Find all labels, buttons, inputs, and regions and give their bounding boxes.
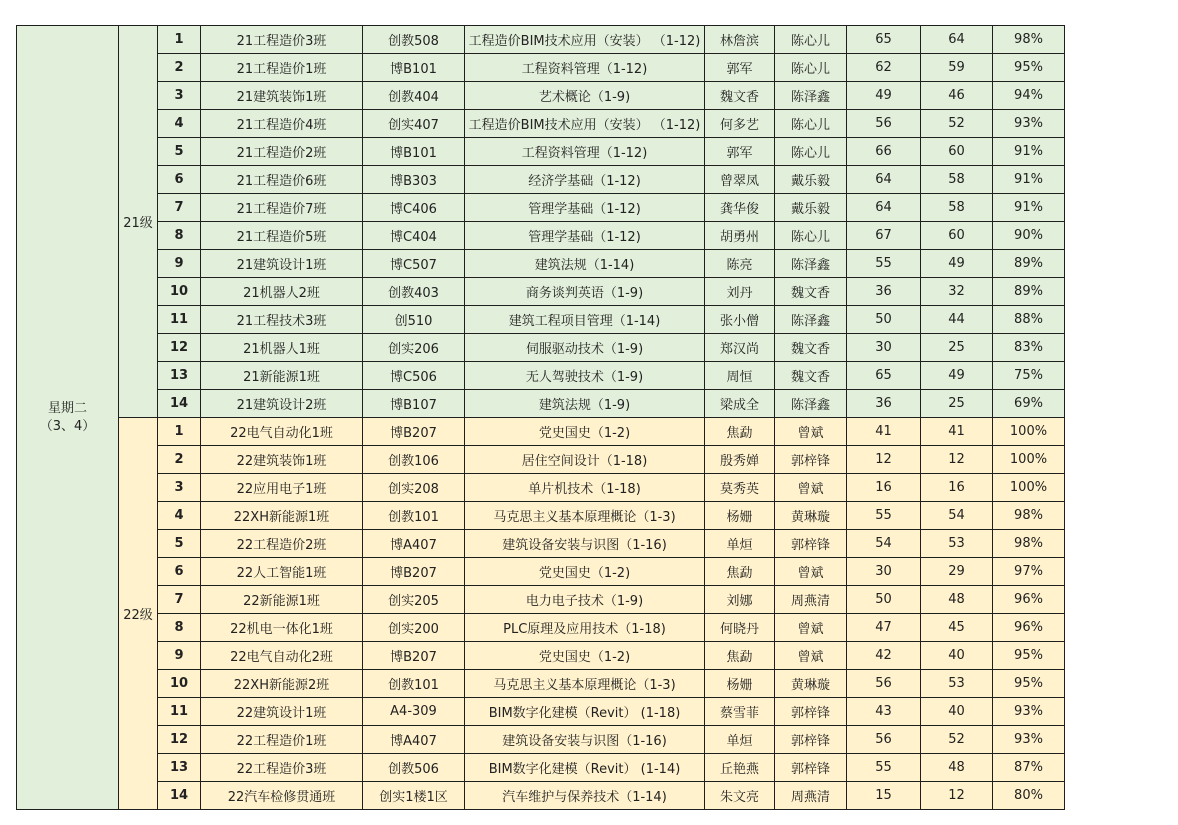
cell-course: 马克思主义基本原理概论（1-3) <box>465 670 705 698</box>
cell-rate: 87% <box>993 754 1065 782</box>
cell-class: 22工程造价1班 <box>201 726 363 754</box>
cell-room: 博C506 <box>363 362 465 390</box>
cell-present: 53 <box>921 670 993 698</box>
cell-teacher: 杨姗 <box>705 502 775 530</box>
cell-room: 博C406 <box>363 194 465 222</box>
cell-rate: 89% <box>993 250 1065 278</box>
cell-rate: 93% <box>993 726 1065 754</box>
cell-class: 21建筑装饰1班 <box>201 82 363 110</box>
cell-rate: 88% <box>993 306 1065 334</box>
cell-teacher: 林詹滨 <box>705 26 775 54</box>
cell-teacher: 胡勇州 <box>705 222 775 250</box>
grade-cell: 22级 <box>119 418 158 810</box>
cell-index: 1 <box>158 418 201 446</box>
cell-present: 60 <box>921 138 993 166</box>
cell-counselor: 陈心儿 <box>775 26 847 54</box>
cell-counselor: 郭梓锋 <box>775 698 847 726</box>
cell-rate: 91% <box>993 166 1065 194</box>
table-row <box>17 418 1141 446</box>
cell-class: 22新能源1班 <box>201 586 363 614</box>
cell-room: 创教101 <box>363 670 465 698</box>
cell-room: 博C404 <box>363 222 465 250</box>
cell-rate: 69% <box>993 390 1065 418</box>
cell-teacher: 郭军 <box>705 54 775 82</box>
cell-room: 创教404 <box>363 82 465 110</box>
cell-class: 21新能源1班 <box>201 362 363 390</box>
cell-course: 党史国史（1-2) <box>465 418 705 446</box>
cell-class: 21工程造价3班 <box>201 26 363 54</box>
cell-room: 创510 <box>363 306 465 334</box>
cell-counselor: 郭梓锋 <box>775 726 847 754</box>
cell-index: 11 <box>158 306 201 334</box>
cell-rate: 91% <box>993 194 1065 222</box>
cell-index: 9 <box>158 642 201 670</box>
cell-course: 无人驾驶技术（1-9) <box>465 362 705 390</box>
cell-rate: 98% <box>993 26 1065 54</box>
table-row <box>17 82 1141 110</box>
cell-room: 博B303 <box>363 166 465 194</box>
cell-expected: 67 <box>847 222 921 250</box>
cell-counselor: 陈泽鑫 <box>775 250 847 278</box>
cell-expected: 30 <box>847 558 921 586</box>
cell-rate: 98% <box>993 530 1065 558</box>
table-row <box>17 138 1141 166</box>
cell-index: 13 <box>158 362 201 390</box>
cell-room: 博A407 <box>363 530 465 558</box>
cell-rate: 95% <box>993 670 1065 698</box>
table-row <box>17 642 1141 670</box>
cell-counselor: 陈心儿 <box>775 138 847 166</box>
cell-expected: 49 <box>847 82 921 110</box>
cell-expected: 41 <box>847 418 921 446</box>
cell-present: 25 <box>921 390 993 418</box>
cell-class: 21工程技术3班 <box>201 306 363 334</box>
cell-present: 48 <box>921 754 993 782</box>
cell-index: 2 <box>158 54 201 82</box>
attendance-table <box>16 25 1141 810</box>
cell-room: 创实200 <box>363 614 465 642</box>
cell-rate: 96% <box>993 614 1065 642</box>
cell-teacher: 单烜 <box>705 726 775 754</box>
cell-index: 5 <box>158 530 201 558</box>
cell-present: 60 <box>921 222 993 250</box>
cell-rate: 80% <box>993 782 1065 810</box>
cell-teacher: 蔡雪菲 <box>705 698 775 726</box>
cell-course: 工程造价BIM技术应用（安装） （1-12) <box>465 26 705 54</box>
cell-class: 22建筑装饰1班 <box>201 446 363 474</box>
cell-rate: 93% <box>993 110 1065 138</box>
grade-cell: 21级 <box>119 26 158 418</box>
cell-present: 58 <box>921 166 993 194</box>
cell-class: 21机器人2班 <box>201 278 363 306</box>
cell-rate: 90% <box>993 222 1065 250</box>
cell-rate: 91% <box>993 138 1065 166</box>
cell-expected: 54 <box>847 530 921 558</box>
cell-teacher: 张小僧 <box>705 306 775 334</box>
table-row <box>17 754 1141 782</box>
cell-class: 21工程造价2班 <box>201 138 363 166</box>
table-row <box>17 390 1141 418</box>
cell-counselor: 魏文香 <box>775 362 847 390</box>
cell-index: 7 <box>158 194 201 222</box>
table-row <box>17 474 1141 502</box>
table-row <box>17 194 1141 222</box>
cell-teacher: 魏文香 <box>705 82 775 110</box>
cell-counselor: 曾斌 <box>775 642 847 670</box>
cell-rate: 93% <box>993 698 1065 726</box>
cell-teacher: 龚华俊 <box>705 194 775 222</box>
cell-expected: 55 <box>847 250 921 278</box>
cell-room: 创教506 <box>363 754 465 782</box>
cell-present: 48 <box>921 586 993 614</box>
cell-index: 4 <box>158 502 201 530</box>
cell-room: 博A407 <box>363 726 465 754</box>
cell-index: 12 <box>158 334 201 362</box>
cell-expected: 64 <box>847 194 921 222</box>
cell-class: 22XH新能源2班 <box>201 670 363 698</box>
cell-teacher: 丘艳燕 <box>705 754 775 782</box>
cell-course: 单片机技术（1-18) <box>465 474 705 502</box>
cell-present: 25 <box>921 334 993 362</box>
cell-class: 22工程造价2班 <box>201 530 363 558</box>
cell-index: 7 <box>158 586 201 614</box>
cell-expected: 42 <box>847 642 921 670</box>
cell-expected: 56 <box>847 726 921 754</box>
cell-course: 工程造价BIM技术应用（安装） （1-12) <box>465 110 705 138</box>
cell-course: 工程资料管理（1-12) <box>465 54 705 82</box>
cell-index: 4 <box>158 110 201 138</box>
cell-room: 创教508 <box>363 26 465 54</box>
cell-index: 1 <box>158 26 201 54</box>
cell-present: 12 <box>921 782 993 810</box>
table-row <box>17 586 1141 614</box>
cell-index: 6 <box>158 558 201 586</box>
cell-course: 党史国史（1-2) <box>465 558 705 586</box>
cell-expected: 55 <box>847 502 921 530</box>
cell-room: 博B101 <box>363 138 465 166</box>
table-row <box>17 726 1141 754</box>
cell-counselor: 曾斌 <box>775 558 847 586</box>
cell-teacher: 刘丹 <box>705 278 775 306</box>
cell-class: 22应用电子1班 <box>201 474 363 502</box>
cell-counselor: 周燕清 <box>775 782 847 810</box>
cell-counselor: 曾斌 <box>775 474 847 502</box>
cell-rate: 89% <box>993 278 1065 306</box>
cell-expected: 56 <box>847 110 921 138</box>
table-row <box>17 222 1141 250</box>
table-row <box>17 306 1141 334</box>
cell-course: 建筑法规（1-9) <box>465 390 705 418</box>
period-label: （3、4） <box>39 418 96 434</box>
cell-present: 40 <box>921 698 993 726</box>
cell-counselor: 曾斌 <box>775 614 847 642</box>
cell-teacher: 单烜 <box>705 530 775 558</box>
cell-class: 22人工智能1班 <box>201 558 363 586</box>
cell-teacher: 杨姗 <box>705 670 775 698</box>
cell-present: 59 <box>921 54 993 82</box>
cell-teacher: 朱文亮 <box>705 782 775 810</box>
cell-index: 5 <box>158 138 201 166</box>
day-cell <box>17 26 119 810</box>
cell-rate: 100% <box>993 418 1065 446</box>
cell-present: 49 <box>921 250 993 278</box>
cell-course: 电力电子技术（1-9) <box>465 586 705 614</box>
cell-class: 21建筑设计2班 <box>201 390 363 418</box>
cell-counselor: 周燕清 <box>775 586 847 614</box>
cell-rate: 95% <box>993 54 1065 82</box>
cell-room: 博B207 <box>363 558 465 586</box>
cell-counselor: 陈心儿 <box>775 110 847 138</box>
cell-course: 马克思主义基本原理概论（1-3) <box>465 502 705 530</box>
cell-expected: 50 <box>847 306 921 334</box>
cell-teacher: 刘娜 <box>705 586 775 614</box>
cell-room: 博B107 <box>363 390 465 418</box>
table-row <box>17 110 1141 138</box>
cell-expected: 62 <box>847 54 921 82</box>
cell-room: 创实205 <box>363 586 465 614</box>
cell-counselor: 陈心儿 <box>775 222 847 250</box>
table-row <box>17 250 1141 278</box>
cell-teacher: 曾翠凤 <box>705 166 775 194</box>
cell-course: 建筑工程项目管理（1-14) <box>465 306 705 334</box>
cell-course: 工程资料管理（1-12) <box>465 138 705 166</box>
table-row <box>17 166 1141 194</box>
cell-counselor: 陈泽鑫 <box>775 306 847 334</box>
cell-counselor: 魏文香 <box>775 334 847 362</box>
table-row <box>17 54 1141 82</box>
cell-counselor: 郭梓锋 <box>775 754 847 782</box>
cell-course: 建筑设备安装与识图（1-16) <box>465 726 705 754</box>
cell-class: 21工程造价1班 <box>201 54 363 82</box>
table-row <box>17 334 1141 362</box>
cell-class: 22电气自动化2班 <box>201 642 363 670</box>
cell-counselor: 戴乐毅 <box>775 194 847 222</box>
table-row <box>17 278 1141 306</box>
cell-room: 创实206 <box>363 334 465 362</box>
cell-course: 党史国史（1-2) <box>465 642 705 670</box>
cell-index: 14 <box>158 782 201 810</box>
cell-expected: 66 <box>847 138 921 166</box>
cell-rate: 83% <box>993 334 1065 362</box>
cell-index: 3 <box>158 474 201 502</box>
cell-rate: 100% <box>993 446 1065 474</box>
cell-rate: 100% <box>993 474 1065 502</box>
cell-class: 22汽车检修贯通班 <box>201 782 363 810</box>
cell-present: 52 <box>921 110 993 138</box>
cell-counselor: 陈泽鑫 <box>775 390 847 418</box>
cell-counselor: 陈心儿 <box>775 54 847 82</box>
cell-index: 13 <box>158 754 201 782</box>
cell-rate: 94% <box>993 82 1065 110</box>
cell-expected: 36 <box>847 278 921 306</box>
cell-present: 32 <box>921 278 993 306</box>
cell-rate: 96% <box>993 586 1065 614</box>
cell-teacher: 莫秀英 <box>705 474 775 502</box>
cell-index: 8 <box>158 614 201 642</box>
cell-teacher: 梁成全 <box>705 390 775 418</box>
cell-class: 21工程造价7班 <box>201 194 363 222</box>
day-label: 星期二 <box>47 400 87 416</box>
cell-present: 44 <box>921 306 993 334</box>
cell-rate: 97% <box>993 558 1065 586</box>
cell-room: 创教403 <box>363 278 465 306</box>
cell-present: 29 <box>921 558 993 586</box>
cell-present: 64 <box>921 26 993 54</box>
cell-expected: 30 <box>847 334 921 362</box>
cell-course: 建筑法规（1-14) <box>465 250 705 278</box>
cell-course: 居住空间设计（1-18) <box>465 446 705 474</box>
cell-course: 管理学基础（1-12) <box>465 194 705 222</box>
cell-class: 22XH新能源1班 <box>201 502 363 530</box>
cell-class: 22电气自动化1班 <box>201 418 363 446</box>
cell-index: 11 <box>158 698 201 726</box>
cell-room: 创教101 <box>363 502 465 530</box>
cell-index: 12 <box>158 726 201 754</box>
cell-present: 12 <box>921 446 993 474</box>
cell-expected: 64 <box>847 166 921 194</box>
cell-course: 伺服驱动技术（1-9) <box>465 334 705 362</box>
cell-index: 14 <box>158 390 201 418</box>
cell-teacher: 郭军 <box>705 138 775 166</box>
cell-expected: 50 <box>847 586 921 614</box>
table-row <box>17 558 1141 586</box>
cell-present: 40 <box>921 642 993 670</box>
cell-expected: 65 <box>847 26 921 54</box>
cell-class: 21工程造价4班 <box>201 110 363 138</box>
cell-counselor: 黄琳璇 <box>775 670 847 698</box>
cell-course: BIM数字化建模（Revit） (1-14) <box>465 754 705 782</box>
cell-rate: 98% <box>993 502 1065 530</box>
cell-course: 经济学基础（1-12) <box>465 166 705 194</box>
cell-class: 21机器人1班 <box>201 334 363 362</box>
cell-expected: 56 <box>847 670 921 698</box>
cell-present: 54 <box>921 502 993 530</box>
table-row <box>17 670 1141 698</box>
cell-rate: 95% <box>993 642 1065 670</box>
cell-rate: 75% <box>993 362 1065 390</box>
cell-expected: 43 <box>847 698 921 726</box>
cell-room: 博B101 <box>363 54 465 82</box>
cell-index: 9 <box>158 250 201 278</box>
cell-teacher: 焦勐 <box>705 418 775 446</box>
cell-teacher: 周恒 <box>705 362 775 390</box>
cell-course: 建筑设备安装与识图（1-16) <box>465 530 705 558</box>
table-row <box>17 698 1141 726</box>
table-row <box>17 26 1141 54</box>
cell-index: 2 <box>158 446 201 474</box>
cell-counselor: 魏文香 <box>775 278 847 306</box>
table-row <box>17 782 1141 810</box>
cell-room: 博B207 <box>363 642 465 670</box>
cell-counselor: 陈泽鑫 <box>775 82 847 110</box>
cell-present: 58 <box>921 194 993 222</box>
cell-room: A4-309 <box>363 698 465 726</box>
table-row <box>17 614 1141 642</box>
cell-expected: 15 <box>847 782 921 810</box>
cell-present: 53 <box>921 530 993 558</box>
cell-index: 3 <box>158 82 201 110</box>
cell-present: 52 <box>921 726 993 754</box>
cell-class: 22工程造价3班 <box>201 754 363 782</box>
cell-course: PLC原理及应用技术（1-18) <box>465 614 705 642</box>
cell-course: BIM数字化建模（Revit） (1-18) <box>465 698 705 726</box>
cell-teacher: 何晓丹 <box>705 614 775 642</box>
cell-index: 10 <box>158 670 201 698</box>
cell-class: 21工程造价5班 <box>201 222 363 250</box>
cell-expected: 47 <box>847 614 921 642</box>
cell-class: 22建筑设计1班 <box>201 698 363 726</box>
cell-expected: 36 <box>847 390 921 418</box>
cell-present: 46 <box>921 82 993 110</box>
cell-course: 汽车维护与保养技术（1-14) <box>465 782 705 810</box>
cell-counselor: 曾斌 <box>775 418 847 446</box>
cell-present: 16 <box>921 474 993 502</box>
table-row <box>17 530 1141 558</box>
cell-present: 41 <box>921 418 993 446</box>
cell-class: 21工程造价6班 <box>201 166 363 194</box>
cell-room: 创实407 <box>363 110 465 138</box>
cell-teacher: 陈亮 <box>705 250 775 278</box>
cell-teacher: 焦勐 <box>705 558 775 586</box>
cell-teacher: 何多艺 <box>705 110 775 138</box>
cell-teacher: 焦勐 <box>705 642 775 670</box>
table-row <box>17 362 1141 390</box>
cell-index: 8 <box>158 222 201 250</box>
cell-class: 21建筑设计1班 <box>201 250 363 278</box>
cell-counselor: 戴乐毅 <box>775 166 847 194</box>
table-body <box>17 26 1141 810</box>
cell-counselor: 黄琳璇 <box>775 502 847 530</box>
cell-room: 创教106 <box>363 446 465 474</box>
cell-expected: 65 <box>847 362 921 390</box>
cell-course: 艺术概论（1-9) <box>465 82 705 110</box>
cell-counselor: 郭梓锋 <box>775 530 847 558</box>
cell-room: 博B207 <box>363 418 465 446</box>
cell-course: 管理学基础（1-12) <box>465 222 705 250</box>
cell-course: 商务谈判英语（1-9) <box>465 278 705 306</box>
table-row <box>17 446 1141 474</box>
cell-index: 6 <box>158 166 201 194</box>
cell-teacher: 殷秀婵 <box>705 446 775 474</box>
cell-present: 45 <box>921 614 993 642</box>
cell-room: 博C507 <box>363 250 465 278</box>
cell-room: 创实1楼1区 <box>363 782 465 810</box>
cell-teacher: 郑汉尚 <box>705 334 775 362</box>
cell-expected: 16 <box>847 474 921 502</box>
cell-expected: 12 <box>847 446 921 474</box>
cell-present: 49 <box>921 362 993 390</box>
cell-class: 22机电一体化1班 <box>201 614 363 642</box>
table-row <box>17 502 1141 530</box>
cell-room: 创实208 <box>363 474 465 502</box>
cell-expected: 55 <box>847 754 921 782</box>
cell-counselor: 郭梓锋 <box>775 446 847 474</box>
cell-index: 10 <box>158 278 201 306</box>
